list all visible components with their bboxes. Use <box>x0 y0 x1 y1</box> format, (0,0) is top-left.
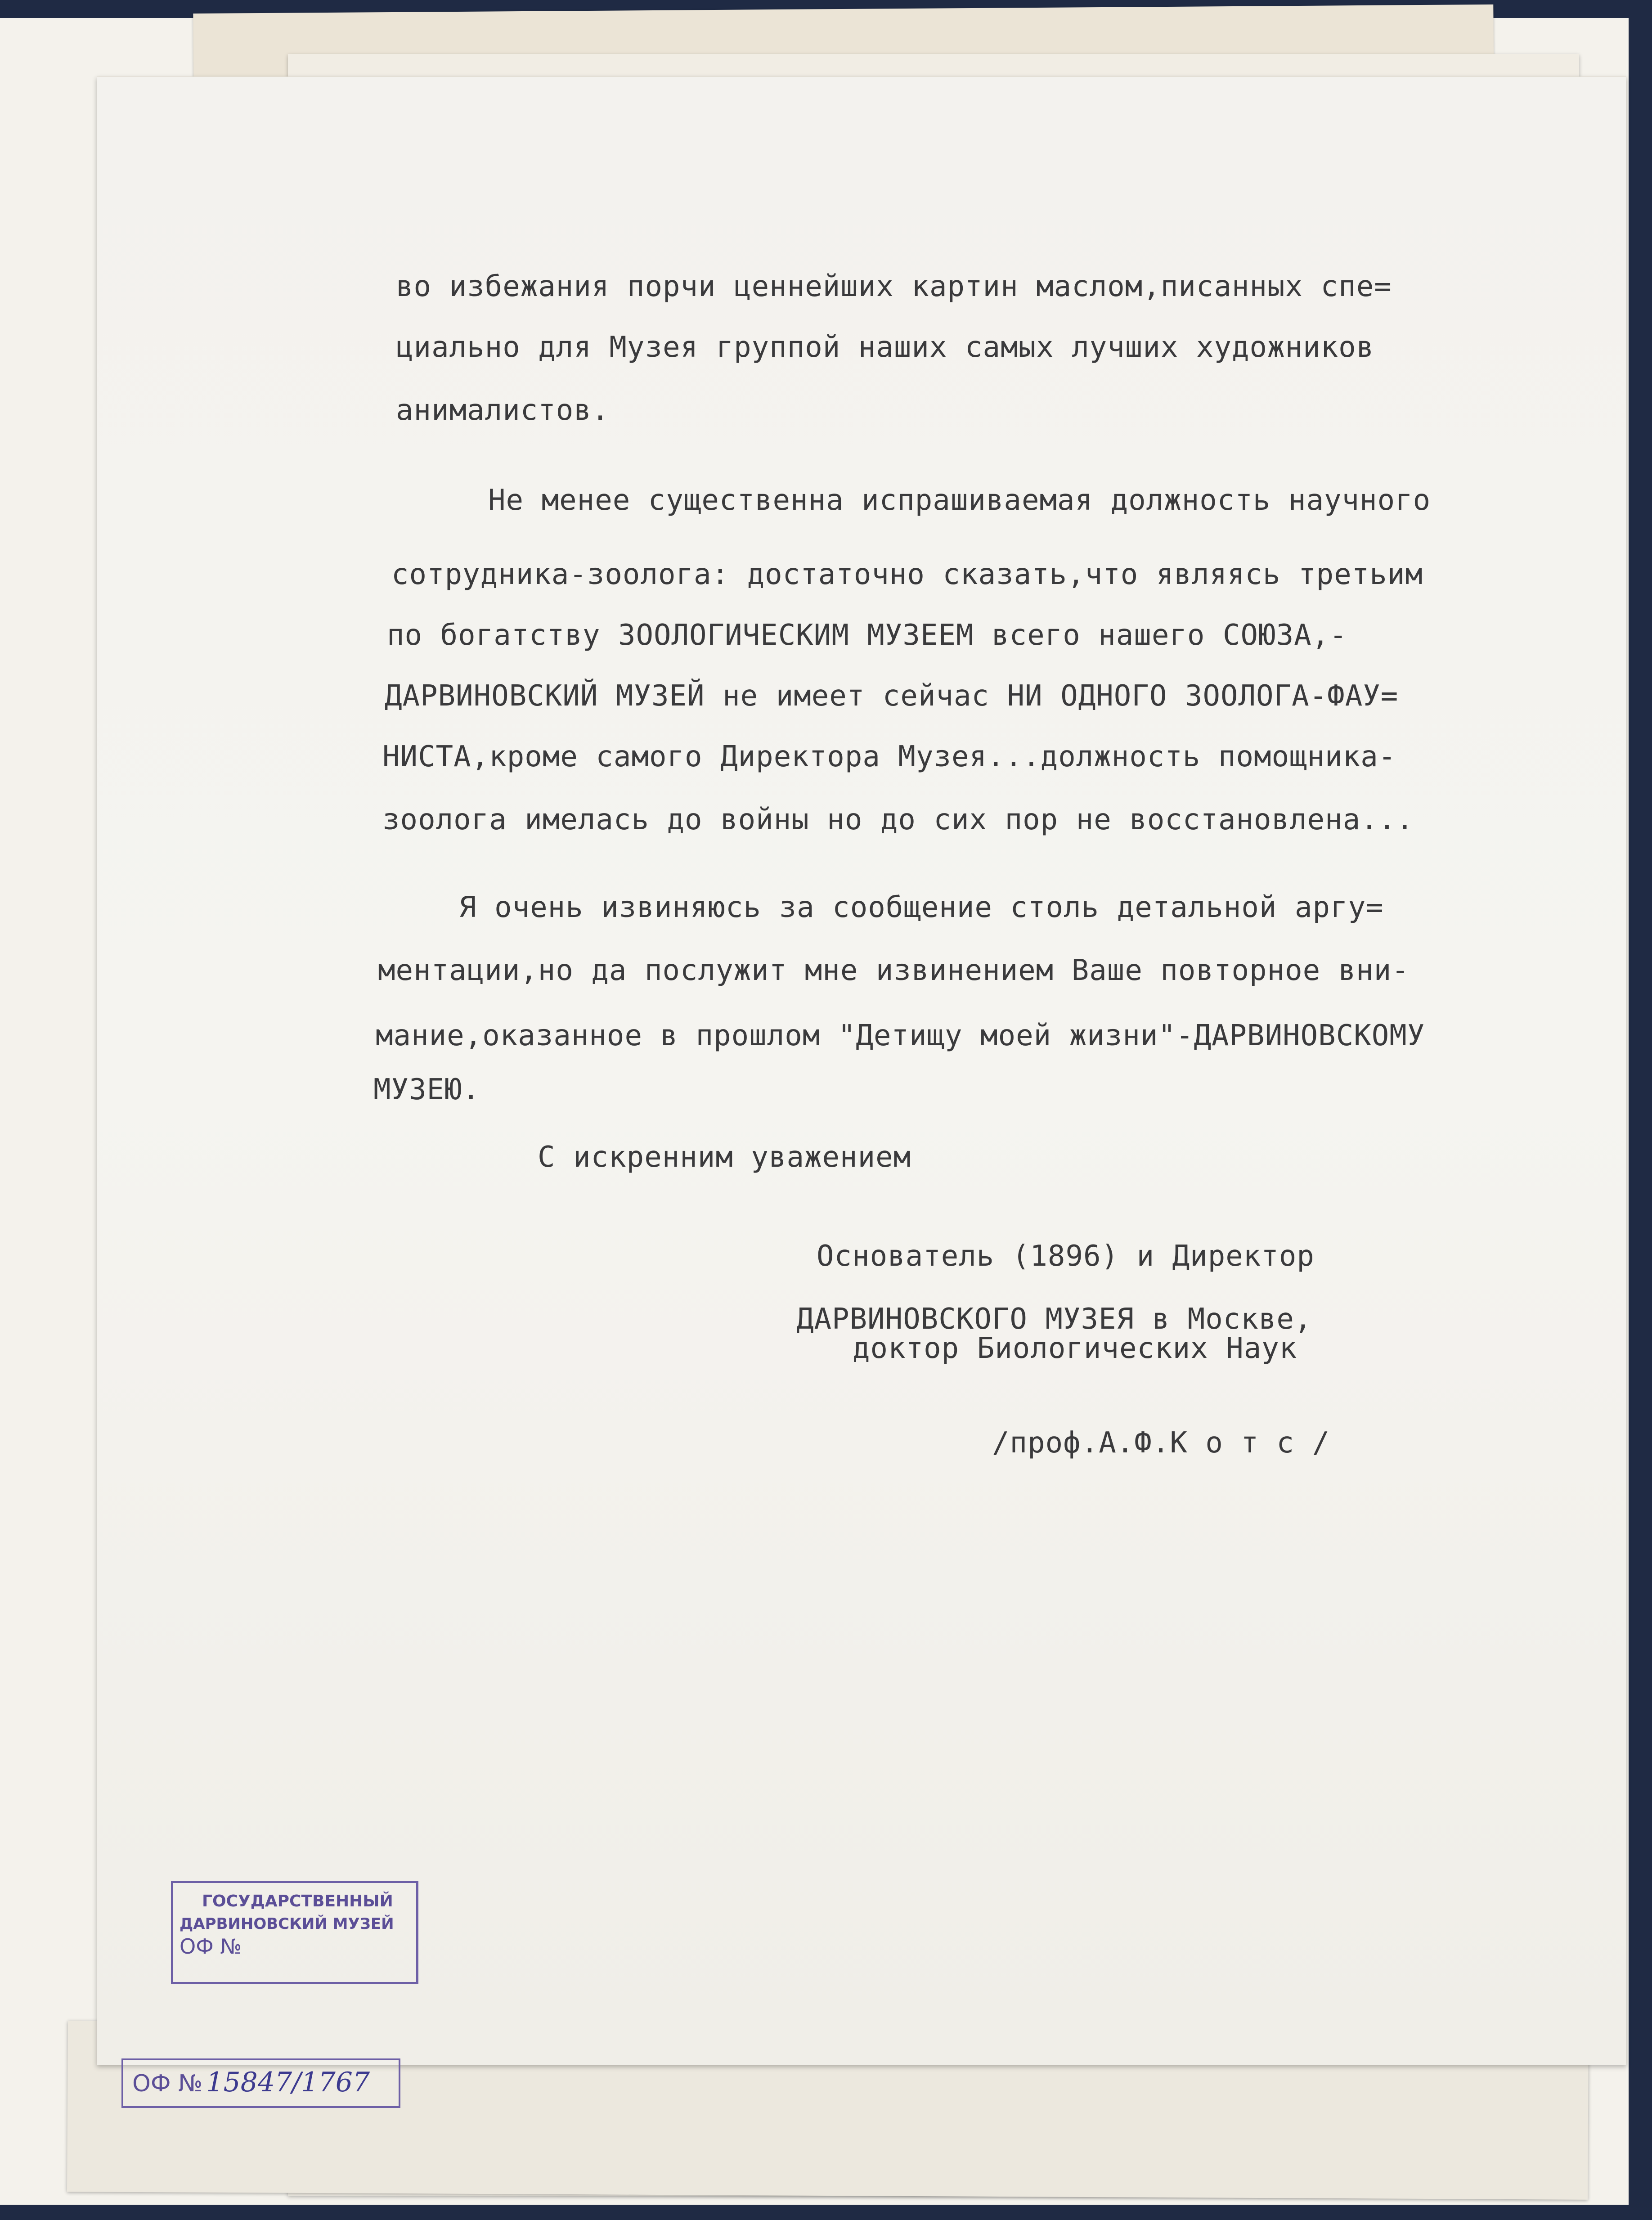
signature-name: /проф.А.Ф.К о т с / <box>992 1426 1330 1460</box>
signature-title: ДАРВИНОВСКОГО МУЗЕЯ в Москве, <box>796 1303 1312 1336</box>
letter-line: ДАРВИНОВСКИЙ МУЗЕЙ не имеет сейчас НИ ОДНОГО ЗООЛОГА-ФАУ= <box>385 679 1399 713</box>
letter-page <box>97 76 1626 2065</box>
signature-title: доктор Биологических Наук <box>853 1332 1297 1365</box>
letter-line: во избежания порчи ценнейших картин маслом,писанных спе= <box>396 270 1392 303</box>
letter-line: мание,оказанное в прошлом "Детищу моей жизни"-ДАРВИНОВСКОМУ <box>376 1019 1425 1052</box>
inventory-label: ОФ № <box>132 2070 203 2097</box>
signature-title: Основатель (1896) и Директор <box>817 1240 1315 1273</box>
letter-closing: С искренним уважением <box>538 1141 911 1174</box>
letter-line: Не менее существенна испрашиваемая должность научного <box>488 484 1431 517</box>
letter-line: зоолога имелась до войны но до сих пор не восстановлена... <box>382 803 1414 836</box>
stamp-line: ДАРВИНОВСКИЙ МУЗЕЙ <box>180 1915 394 1933</box>
letter-line: МУЗЕЮ. <box>373 1073 480 1106</box>
letter-line: по богатству ЗООЛОГИЧЕСКИМ МУЗЕЕМ всего нашего СОЮЗА,- <box>387 619 1347 652</box>
letter-line: анималистов. <box>396 394 610 427</box>
stamp-line: ГОСУДАРСТВЕННЫЙ <box>202 1892 393 1910</box>
letter-line: сотрудника-зоолога: достаточно сказать,что являясь третьим <box>391 558 1423 591</box>
letter-line: ментации,но да послужит мне извинением Ваше повторное вни- <box>378 954 1410 987</box>
museum-stamp <box>171 1881 418 1984</box>
inventory-stamp <box>121 2058 400 2108</box>
inventory-number: 15847/1767 <box>206 2067 370 2098</box>
stamp-line: ОФ № <box>180 1934 242 1959</box>
letter-line: Я очень извиняюсь за сообщение столь детальной аргу= <box>459 891 1384 924</box>
letter-line: НИСТА,кроме самого Директора Музея...должность помощника- <box>382 740 1396 773</box>
letter-line: циально для Музея группой наших самых лучших художников <box>396 331 1374 364</box>
